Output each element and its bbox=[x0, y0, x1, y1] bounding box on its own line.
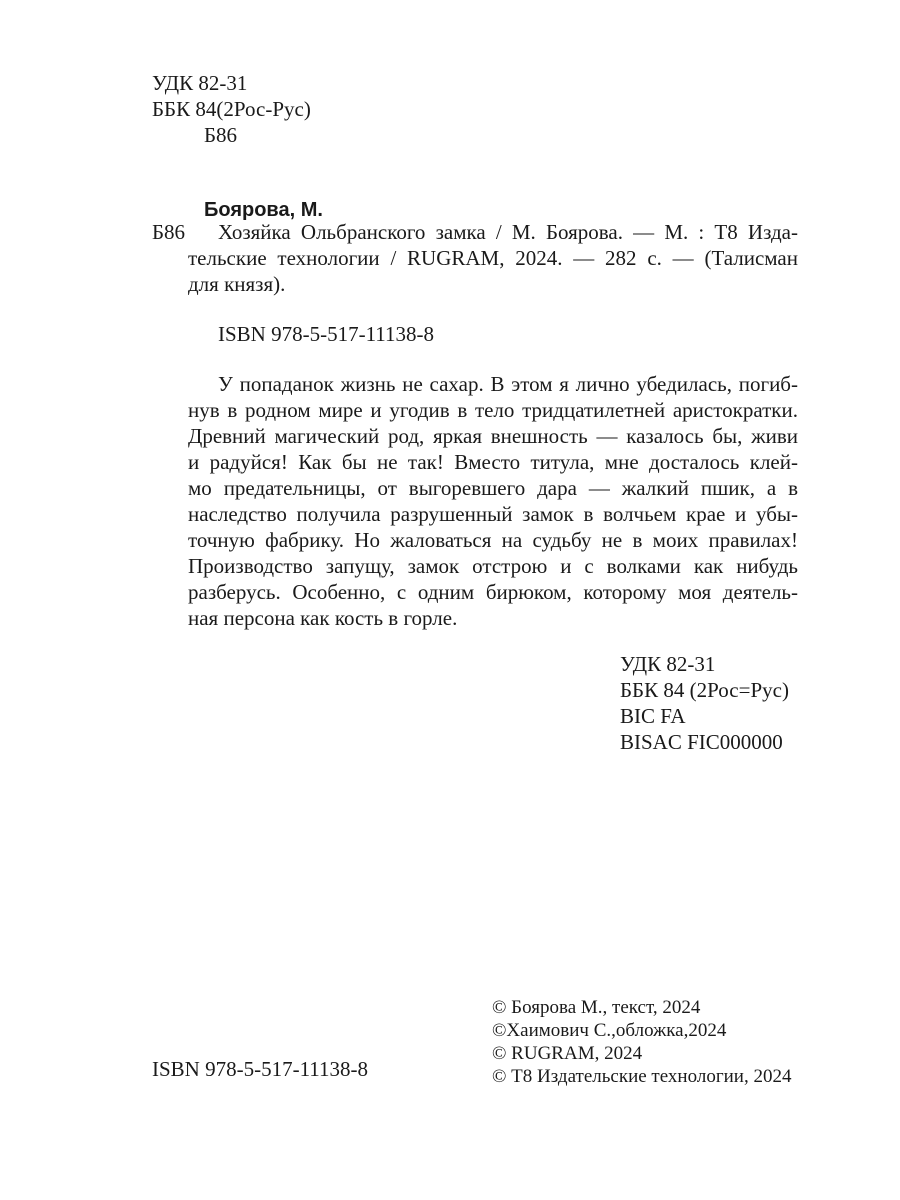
copyright-line: © Боярова М., текст, 2024 bbox=[492, 997, 701, 1018]
author-name: Боярова, М. bbox=[204, 199, 323, 221]
bibliographic-description-cont bbox=[188, 245, 798, 297]
copyright-line: © RUGRAM, 2024 bbox=[492, 1043, 643, 1064]
footer-isbn: ISBN 978-5-517-11138-8 bbox=[152, 1057, 369, 1081]
annotation-line: наследство получила разрушенный замок в волчьем крае и убы- bbox=[188, 502, 798, 526]
description-line: Хозяйка Ольбранского замка / М. Боярова. — М. : Т8 Изда- bbox=[218, 220, 798, 244]
bic-code: BIC FA bbox=[620, 704, 686, 728]
annotation-line: Древний магический род, яркая внешность — казалось бы, живи bbox=[188, 424, 798, 448]
copyright-line: ©Хаимович С.,обложка,2024 bbox=[492, 1020, 727, 1041]
annotation-line: нув в родном мире и угодив в тело тридцатилетней аристократки. bbox=[188, 398, 798, 422]
copyright-line: © Т8 Издательские технологии, 2024 bbox=[492, 1066, 792, 1087]
udk-code: УДК 82-31 bbox=[620, 652, 716, 676]
annotation bbox=[188, 397, 798, 631]
annotation-line: ная персона как кость в горле. bbox=[188, 606, 458, 630]
isbn-record: ISBN 978-5-517-11138-8 bbox=[218, 322, 435, 346]
bibliographic-description bbox=[218, 219, 798, 245]
bbk-code: ББК 84(2Рос-Рус) bbox=[152, 97, 311, 121]
description-line: для князя). bbox=[188, 272, 286, 296]
annotation-line: мо предательницы, от выгоревшего дара — жалкий пшик, а в bbox=[188, 476, 798, 500]
index-mark: Б86 bbox=[152, 220, 186, 244]
bisac-code: BISAC FIC000000 bbox=[620, 730, 783, 754]
annotation-line: и радуйся! Как бы не так! Вместо титула, мне досталось клей- bbox=[188, 450, 798, 474]
author-mark: Б86 bbox=[204, 123, 238, 147]
annotation-line: Производство запущу, замок отстрою и с волками как нибудь bbox=[188, 554, 798, 578]
annotation-line: У попаданок жизнь не сахар. В этом я лично убедилась, погиб- bbox=[218, 372, 798, 396]
annotation-first-line bbox=[218, 371, 798, 397]
classification-codes bbox=[620, 651, 789, 755]
header-codes bbox=[152, 70, 311, 148]
description-line: тельские технологии / RUGRAM, 2024. — 282 с. — (Талисман bbox=[188, 246, 798, 270]
bbk-code: ББК 84 (2Рос=Рус) bbox=[620, 678, 789, 702]
udk-code: УДК 82-31 bbox=[152, 71, 248, 95]
copyright-block bbox=[492, 996, 791, 1088]
annotation-line: точную фабрику. Но жаловаться на судьбу не в моих правилах! bbox=[188, 528, 798, 552]
annotation-line: разберусь. Особенно, с одним бирюком, которому моя деятель- bbox=[188, 580, 798, 604]
